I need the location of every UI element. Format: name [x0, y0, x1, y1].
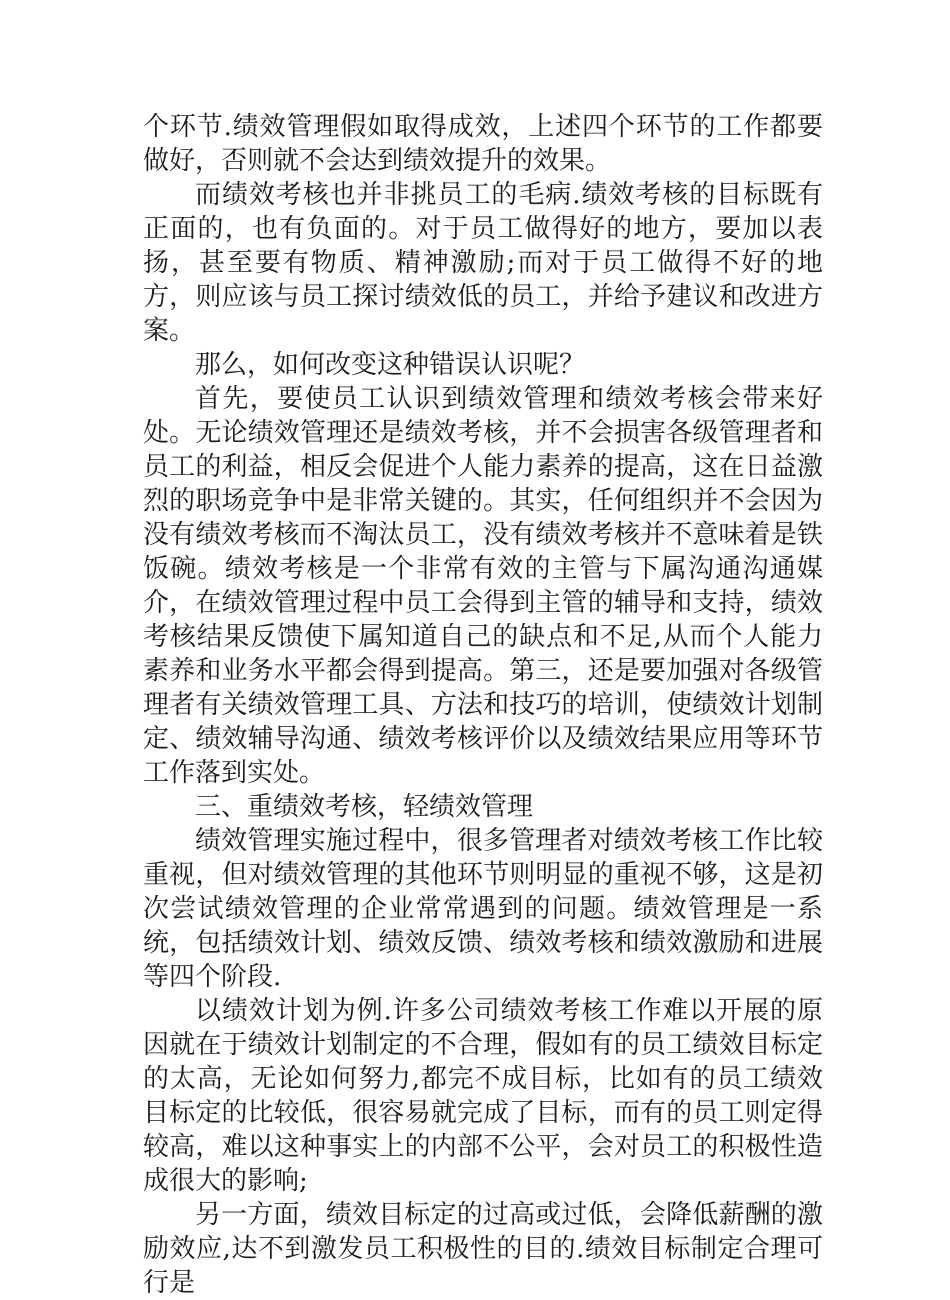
paragraph: 以绩效计划为例.许多公司绩效考核工作难以开展的原因就在于绩效计划制定的不合理，假如有的员工绩效目标定的太高，无论如何努力,都完不成目标，比如有的员工绩效目标定的比较低，很容易就完成了目标，而有的员工则定得较高，难以这种事实上的内部不公平，会对员工的积极性造成很大的影响;	[143, 996, 823, 1196]
paragraph: 首先，要使员工认识到绩效管理和绩效考核会带来好处。无论绩效管理还是绩效考核，并不会损害各级管理者和员工的利益，相反会促进个人能力素养的提高，这在日益激烈的职场竞争中是非常关键的。其实，任何组织并不会因为没有绩效考核而不淘汰员工，没有绩效考核并不意味着是铁饭碗。绩效考核是一个非常有效的主管与下属沟通沟通媒介，在绩效管理过程中员工会得到主管的辅导和支持，绩效考核结果反馈使下属知道自己的缺点和不足,从而个人能力素养和业务水平都会得到提高。第三，还是要加强对各级管理者有关绩效管理工具、方法和技巧的培训，使绩效计划制定、绩效辅导沟通、绩效考核评价以及绩效结果应用等环节工作落到实处。	[143, 384, 823, 788]
paragraph: 而绩效考核也并非挑员工的毛病.绩效考核的目标既有正面的，也有负面的。对于员工做得好的地方，要加以表扬，甚至要有物质、精神激励;而对于员工做得不好的地方，则应该与员工探讨绩效低的员工，并给予建议和改进方案。	[143, 180, 823, 346]
paragraph: 那么，如何改变这种错误认识呢？	[195, 350, 586, 380]
paragraph: 另一方面，绩效目标定的过高或过低，会降低薪酬的激励效应,达不到激发员工积极性的目的.绩效目标制定合理可行是	[143, 1200, 823, 1298]
section-heading: 三、重绩效考核，轻绩效管理	[195, 792, 534, 822]
document-body	[143, 110, 823, 1300]
paragraph: 绩效管理实施过程中，很多管理者对绩效考核工作比较重视，但对绩效管理的其他环节则明显的重视不够，这是初次尝试绩效管理的企业常常遇到的问题。绩效管理是一系统，包括绩效计划、绩效反馈、绩效考核和绩效激励和进展等四个阶段.	[143, 826, 823, 992]
paragraph: 个环节.绩效管理假如取得成效，上述四个环节的工作都要做好，否则就不会达到绩效提升的效果。	[143, 112, 823, 176]
